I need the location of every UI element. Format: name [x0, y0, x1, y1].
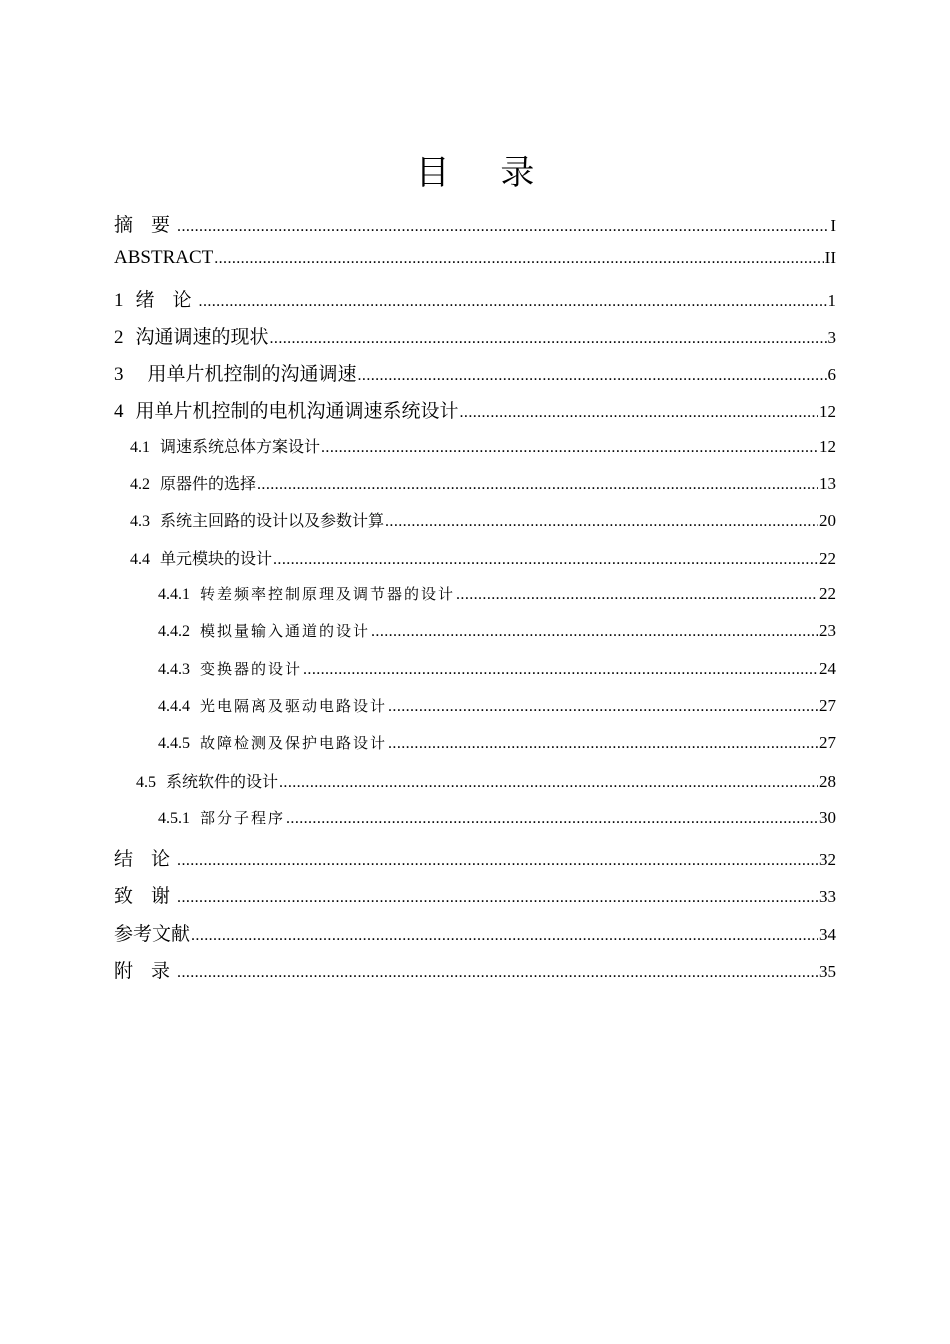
toc-page-number: 12	[819, 402, 836, 422]
toc-entry-number: 4.5	[136, 774, 156, 792]
toc-entry-conclusion[interactable]	[114, 844, 836, 881]
toc-entry-section-4-5[interactable]	[114, 769, 836, 806]
toc-entry-acknowledgements[interactable]	[114, 881, 836, 918]
toc-entry-number: 4.4.4	[158, 697, 190, 715]
toc-page-number: 32	[819, 850, 836, 870]
toc-leader-dots	[279, 774, 818, 792]
toc-entry-text: 单元模块的设计	[160, 548, 273, 568]
toc-entry-text: 模拟量输入通道的设计	[200, 622, 371, 641]
toc-entry-text: 部分子程序	[200, 808, 286, 827]
toc-page-number: 33	[819, 887, 836, 907]
toc-leader-dots	[257, 476, 818, 494]
toc-entry-text: 转差频率控制原理及调节器的设计	[200, 584, 456, 603]
toc-entry-text: 变换器的设计	[200, 659, 303, 678]
toc-entry-text: 系统软件的设计	[166, 772, 279, 792]
toc-entry-number: 4.4.2	[158, 623, 190, 641]
toc-leader-dots	[303, 661, 818, 679]
toc-entry-text: 结 论	[114, 848, 177, 871]
toc-entry-text: 致 谢	[114, 885, 177, 908]
toc-entry-appendix[interactable]	[114, 956, 836, 993]
toc-entry-subsection-4-4-3[interactable]	[114, 658, 836, 695]
toc-entry-text: 绪 论	[135, 288, 198, 311]
toc-entry-number: 4.1	[130, 438, 150, 456]
toc-entry-number: 4.3	[130, 513, 150, 531]
toc-leader-dots	[456, 586, 818, 604]
toc-leader-dots	[371, 623, 818, 641]
toc-page-number: 13	[819, 474, 836, 494]
toc-page-number: 30	[819, 807, 836, 827]
toc-entry-subsection-4-4-4[interactable]	[114, 695, 836, 732]
toc-leader-dots	[177, 852, 818, 870]
toc-leader-dots	[214, 250, 823, 268]
toc-entry-section-4-3[interactable]	[114, 508, 836, 545]
toc-page-number: 12	[819, 436, 836, 456]
toc-page-number: 6	[827, 365, 836, 385]
toc-entry-abstract-en[interactable]	[114, 247, 836, 284]
toc-leader-dots	[199, 293, 827, 311]
toc-entry-chapter-3[interactable]	[114, 359, 836, 396]
toc-page-number: 22	[819, 583, 836, 603]
toc-entry-text: 摘 要	[114, 214, 177, 236]
toc-entry-section-4-2[interactable]	[114, 471, 836, 508]
toc-entry-text: 用单片机控制的电机沟通调速系统设计	[135, 400, 459, 423]
toc-page-number: I	[830, 216, 836, 235]
toc-entry-number: 4.4.1	[158, 585, 190, 603]
toc-leader-dots	[358, 367, 827, 385]
toc-entry-text: 系统主回路的设计以及参数计算	[160, 511, 385, 531]
toc-entry-text: 故障检测及保护电路设计	[200, 734, 388, 753]
toc-leader-dots	[177, 964, 818, 982]
toc-entry-subsection-4-5-1[interactable]	[114, 807, 836, 844]
toc-page-number: 23	[819, 621, 836, 641]
toc-entry-number: 4	[114, 401, 124, 423]
toc-entry-number: 2	[114, 326, 124, 348]
toc-leader-dots	[177, 218, 829, 236]
toc-leader-dots	[273, 551, 818, 569]
toc-leader-dots	[177, 889, 818, 907]
toc-entry-text: 光电隔离及驱动电路设计	[200, 696, 388, 715]
toc-leader-dots	[270, 330, 827, 348]
toc-entry-text: 调速系统总体方案设计	[160, 436, 321, 456]
toc-page-number: 1	[827, 290, 836, 310]
toc-entry-references[interactable]	[114, 919, 836, 956]
toc-entry-section-4-1[interactable]	[114, 434, 836, 471]
toc-entry-abstract-cn[interactable]	[114, 210, 836, 247]
toc-entry-subsection-4-4-1[interactable]	[114, 583, 836, 620]
page-title: 目 录	[415, 153, 555, 193]
toc-leader-dots	[388, 698, 818, 716]
toc-entry-number: 4.4.3	[158, 660, 190, 678]
toc-entry-text: 参考文献	[114, 922, 191, 945]
toc-page-number: 27	[819, 733, 836, 753]
toc-page-number: 35	[819, 961, 836, 981]
toc-entry-number: 4.4.5	[158, 735, 190, 753]
toc-entry-chapter-2[interactable]	[114, 322, 836, 359]
toc-entry-section-4-4[interactable]	[114, 546, 836, 583]
toc-entry-number: 1	[114, 289, 124, 311]
toc-entry-text: 原器件的选择	[160, 474, 257, 494]
toc-leader-dots	[321, 439, 818, 457]
toc-leader-dots	[191, 927, 818, 945]
toc-entry-number: 4.4	[130, 550, 150, 568]
toc-page-number: 27	[819, 695, 836, 715]
toc-leader-dots	[388, 735, 818, 753]
toc-entry-chapter-1[interactable]	[114, 285, 836, 322]
toc-leader-dots	[286, 810, 818, 828]
toc-entry-number: 3	[114, 364, 124, 386]
toc-entry-number: 4.5.1	[158, 809, 190, 827]
toc-entry-text: 沟通调速的现状	[135, 325, 269, 348]
toc-page-number: 3	[827, 327, 836, 347]
toc-page-number: 20	[819, 511, 836, 531]
toc-page-number: 24	[819, 658, 836, 678]
toc-leader-dots	[385, 513, 818, 531]
table-of-contents	[114, 210, 836, 993]
toc-leader-dots	[460, 404, 818, 422]
toc-entry-text: 附 录	[114, 959, 177, 982]
toc-entry-subsection-4-4-2[interactable]	[114, 620, 836, 657]
toc-entry-chapter-4[interactable]	[114, 396, 836, 433]
toc-entry-subsection-4-4-5[interactable]	[114, 732, 836, 769]
toc-entry-text: ABSTRACT	[114, 247, 214, 269]
toc-entry-text: 用单片机控制的沟通调速	[147, 363, 357, 386]
toc-page-number: 28	[819, 772, 836, 792]
toc-page-number: II	[824, 248, 836, 268]
toc-page-number: 34	[819, 924, 836, 944]
toc-page-number: 22	[819, 548, 836, 568]
toc-entry-number: 4.2	[130, 476, 150, 494]
